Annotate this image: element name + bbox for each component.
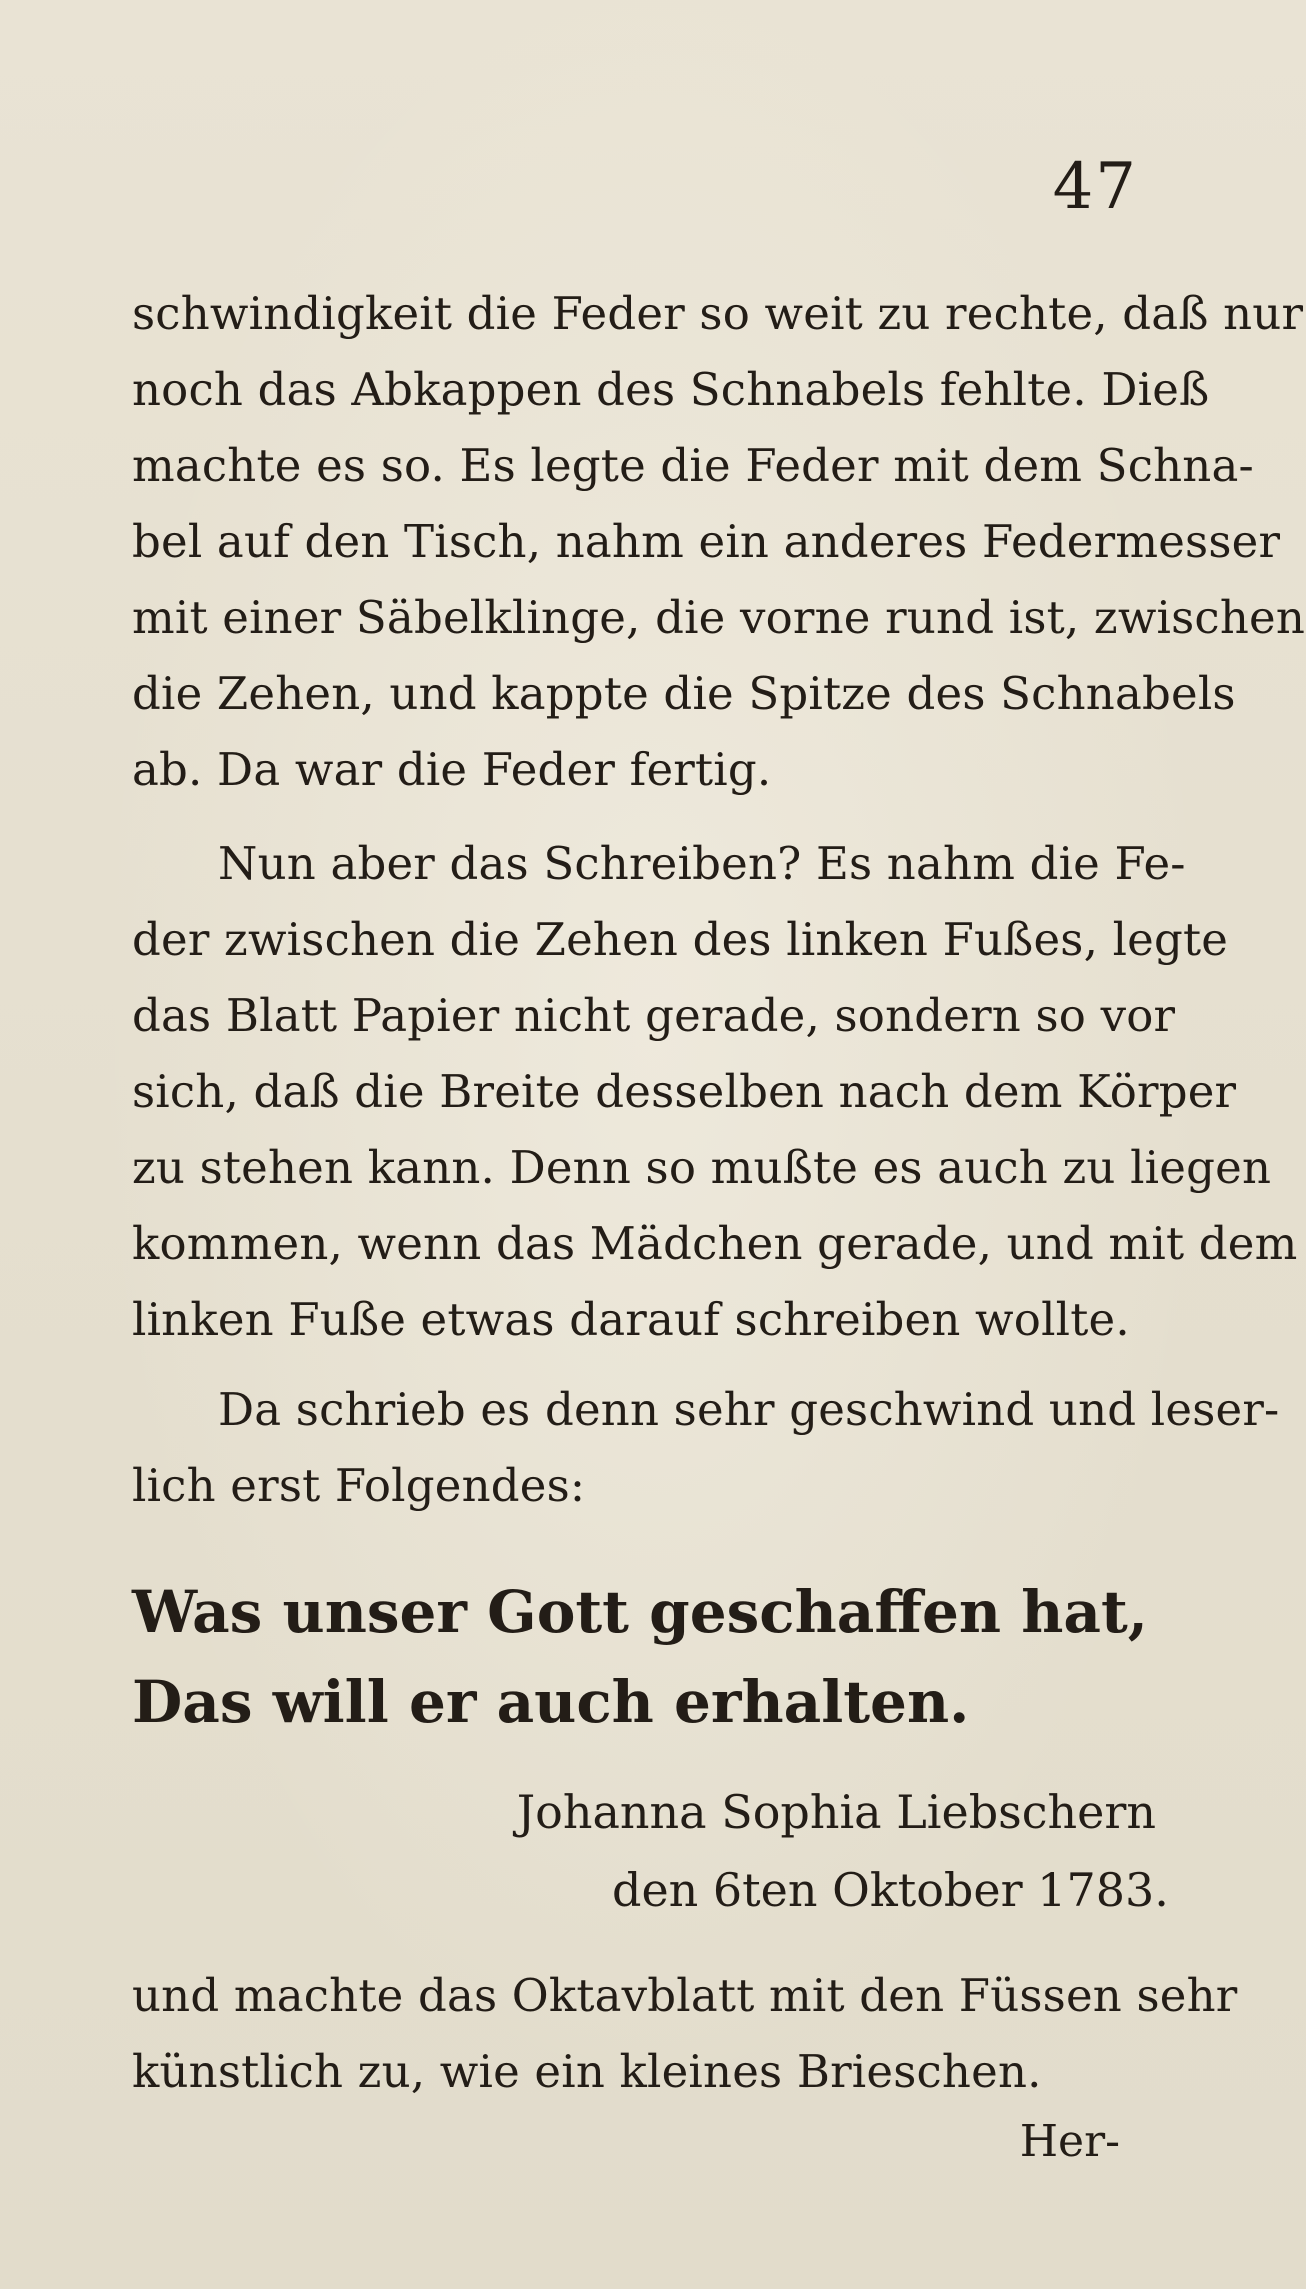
verse-line: Das will er auch erhalten. <box>132 1668 970 1736</box>
page-number: 47 <box>1052 150 1138 224</box>
text-line: die Zehen, und kappte die Spitze des Schnabels <box>132 667 1236 720</box>
catchword: Her- <box>1019 2116 1120 2167</box>
text-line: linken Fuße etwas darauf schreiben wollte. <box>132 1293 1130 1346</box>
text-line: kommen, wenn das Mädchen gerade, und mit dem <box>132 1217 1298 1270</box>
signature-date: den 6ten Oktober 1783. <box>612 1863 1169 1917</box>
text-line: mit einer Säbelklinge, die vorne rund ist, zwischen <box>132 591 1306 644</box>
text-line: künstlich zu, wie ein kleines Brieschen. <box>132 2045 1042 2098</box>
text-line: schwindigkeit die Feder so weit zu rechte, daß nur <box>132 287 1304 340</box>
text-line: Da schrieb es denn sehr geschwind und leser- <box>218 1383 1280 1436</box>
text-line: und machte das Oktavblatt mit den Füssen sehr <box>132 1969 1238 2022</box>
signature-name: Johanna Sophia Liebschern <box>516 1785 1156 1839</box>
text-line: ab. Da war die Feder fertig. <box>132 743 772 796</box>
verse-line: Was unser Gott geschaffen hat, <box>132 1578 1148 1646</box>
text-line: der zwischen die Zehen des linken Fußes, legte <box>132 913 1229 966</box>
text-line: das Blatt Papier nicht gerade, sondern so vor <box>132 989 1176 1042</box>
text-line: machte es so. Es legte die Feder mit dem Schna- <box>132 439 1254 492</box>
text-line: noch das Abkappen des Schnabels fehlte. Dieß <box>132 363 1210 416</box>
text-line: Nun aber das Schreiben? Es nahm die Fe- <box>218 837 1186 890</box>
text-line: lich erst Folgendes: <box>132 1459 586 1512</box>
text-line: sich, daß die Breite desselben nach dem Körper <box>132 1065 1237 1118</box>
text-line: bel auf den Tisch, nahm ein anderes Federmesser <box>132 515 1281 568</box>
text-line: zu stehen kann. Denn so mußte es auch zu liegen <box>132 1141 1272 1194</box>
